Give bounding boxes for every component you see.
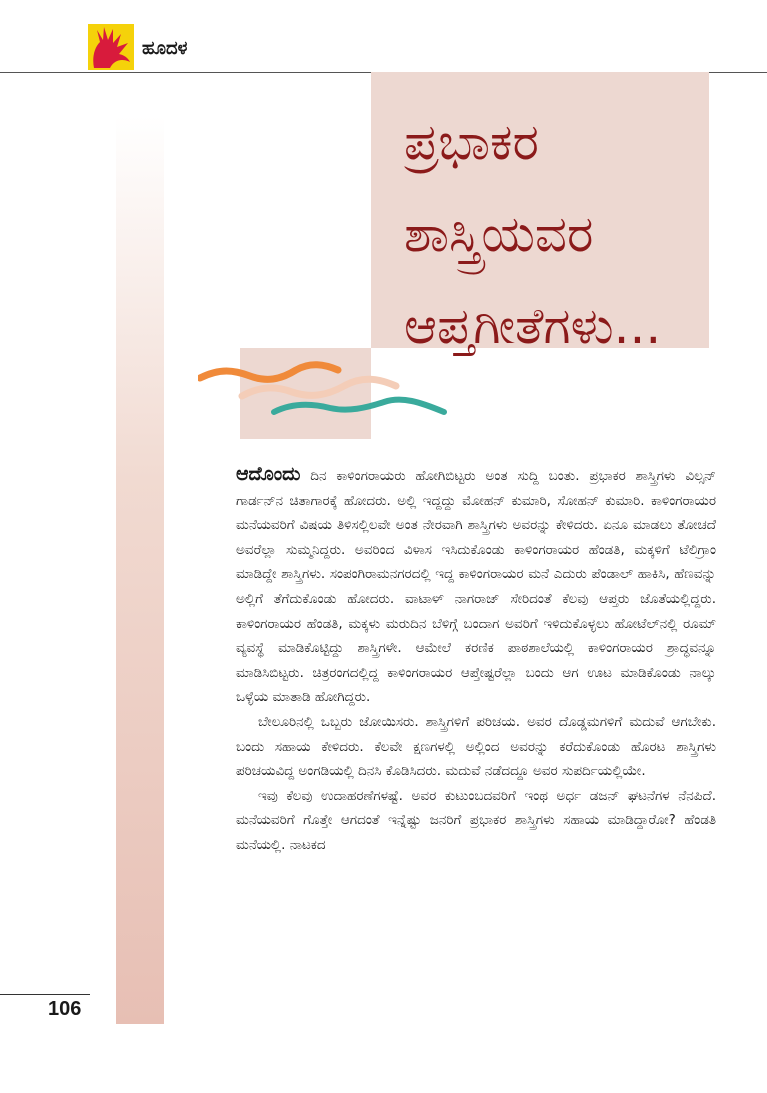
- paragraph-2: ಬೇಲೂರಿನಲ್ಲಿ ಒಬ್ಬರು ಜೋಯಿಸರು. ಶಾಸ್ತ್ರಿಗಳಿಗೆ ಪರಿಚಯ. ಅವರ ದೊಡ್ಡಮಗಳಿಗೆ ಮದುವೆ ಆಗಬೇಕು. ಬಂದು ಸಹಾಯ ಕೇಳಿದರು. ಕೆಲವೇ ಕ್ಷಣಗಳಲ್ಲಿ ಅಲ್ಲಿಂದ ಅವರನ್ನು ಕರೆದುಕೊಂಡು ಹೊರಟ ಶಾಸ್ತ್ರಿಗಳು ಪರಿಚಯವಿದ್ದ ಅಂಗಡಿಯಲ್ಲಿ ದಿನಸಿ ಕೊಡಿಸಿದರು. ಮದುವೆ ನಡೆದದ್ದೂ ಅವರ ಸುಪರ್ದಿಯಲ್ಲಿಯೇ.: [236, 713, 716, 780]
- magazine-logo: [88, 24, 134, 70]
- lead-word: ಆದೊಂದು: [236, 463, 301, 485]
- flame-hand-icon: [88, 24, 134, 70]
- title-line-3: ಆಪ್ತಗೀತೆಗಳು...: [404, 297, 662, 355]
- article-title: [404, 96, 704, 372]
- section-label: ಹೂದಳ: [142, 38, 188, 59]
- title-line-2: ಶಾಸ್ತ್ರಿಯವರ: [404, 205, 594, 263]
- title-line-1: ಪ್ರಭಾಕರ: [404, 113, 539, 171]
- wave-ornament: [198, 356, 450, 424]
- paragraph-3: ಇವು ಕೆಲವು ಉದಾಹರಣೆಗಳಷ್ಟೆ. ಅವರ ಕುಟುಂಬದವರಿಗೆ ಇಂಥ ಅರ್ಧ ಡಜನ್ ಘಟನೆಗಳ ನೆನಪಿದೆ. ಮನೆಯವರಿಗೆ ಗೊತ್ತೇ ಆಗದಂತೆ ಇನ್ನೆಷ್ಟು ಜನರಿಗೆ ಪ್ರಭಾಕರ ಶಾಸ್ತ್ರಿಗಳು ಸಹಾಯ ಮಾಡಿದ್ದಾರೋ? ಹೆಂಡತಿ ಮನೆಯಲ್ಲಿ. ನಾಟಕದ: [236, 787, 716, 853]
- article-body: [236, 462, 716, 858]
- paragraph-1: [236, 462, 716, 710]
- footer-divider: [0, 994, 90, 995]
- decorative-side-bar: [116, 116, 164, 1024]
- paragraph-1-text: ದಿನ ಕಾಳಿಂಗರಾಯರು ಹೋಗಿಬಿಟ್ಟರು ಅಂತ ಸುದ್ದಿ ಬಂತು. ಪ್ರಭಾಕರ ಶಾಸ್ತ್ರಿಗಳು ವಿಲ್ಸನ್ ಗಾರ್ಡನ್‌ನ ಚಿತಾಗಾರಕ್ಕೆ ಹೋದರು. ಅಲ್ಲಿ ಇದ್ದದ್ದು ಮೋಹನ್ ಕುಮಾರಿ, ಸೋಹನ್ ಕುಮಾರಿ. ಕಾಳಿಂಗರಾಯರ ಮನೆಯವರಿಗೆ ವಿಷಯ ತಿಳಿಸಲ್ಲಿಲವೇ ಅಂತ ನೇರವಾಗಿ ಶಾಸ್ತ್ರಿಗಳು ಅವರನ್ನು ಕೇಳಿದರು. ಏನೂ ಮಾಡಲು ತೋಚದೆ ಅವರೆಲ್ಲಾ ಸುಮ್ಮನಿದ್ದರು. ಅವರಿಂದ ವಿಳಾಸ ಇಸಿದುಕೊಂಡು ಕಾಳಿಂಗರಾಯರ ಹೆಂಡತಿ, ಮಕ್ಕಳಿಗೆ ಟೆಲಿಗ್ರಾಂ ಮಾಡಿದ್ದೇ ಶಾಸ್ತ್ರಿಗಳು. ಸಂಪಂಗಿರಾಮನಗರದಲ್ಲಿ ಇದ್ದ ಕಾಳಿಂಗರಾಯರ ಮನೆ ಎದುರು ಪೆಂಡಾಲ್ ಹಾಕಿಸಿ, ಹೆಣವನ್ನು ಅಲ್ಲಿಗೆ ತೆಗೆದುಕೊಂಡು ಹೋದರು. ವಾಟಾಳ್ ನಾಗರಾಜ್ ಸೇರಿದಂತೆ ಕೆಲವು ಆಪ್ತರು ಜೊತೆಯಲ್ಲಿದ್ದರು. ಕಾಳಿಂಗರಾಯರ ಹೆಂಡತಿ, ಮಕ್ಕಳು ಮರುದಿನ ಬೆಳಿಗ್ಗೆ ಬಂದಾಗ ಅವರಿಗೆ ಇಳಿದುಕೊಳ್ಳಲು ಹೋಟೆಲ್‌ನಲ್ಲಿ ರೂಮ್ ವ್ಯವಸ್ಥೆ ಮಾಡಿಕೊಟ್ಟಿದ್ದು ಶಾಸ್ತ್ರಿಗಳೇ. ಆಮೇಲೆ ಕರಣಿಕ ಪಾಠಶಾಲೆಯಲ್ಲಿ ಕಾಳಿಂಗರಾಯರ ಶ್ರಾದ್ಧವನ್ನೂ ಮಾಡಿಸಿಬಿಟ್ಟರು. ಚಿತ್ರರಂಗದಲ್ಲಿದ್ದ ಕಾಳಿಂಗರಾಯರ ಆಪ್ತೇಷ್ಟರೆಲ್ಲಾ ಬಂದು ಆಗ ಊಟ ಮಾಡಿಕೊಂಡು ನಾಲ್ಕು ಒಳ್ಳೆಯ ಮಾತಾಡಿ ಹೋಗಿದ್ದರು.: [236, 468, 716, 706]
- page-number: 106: [48, 998, 82, 1020]
